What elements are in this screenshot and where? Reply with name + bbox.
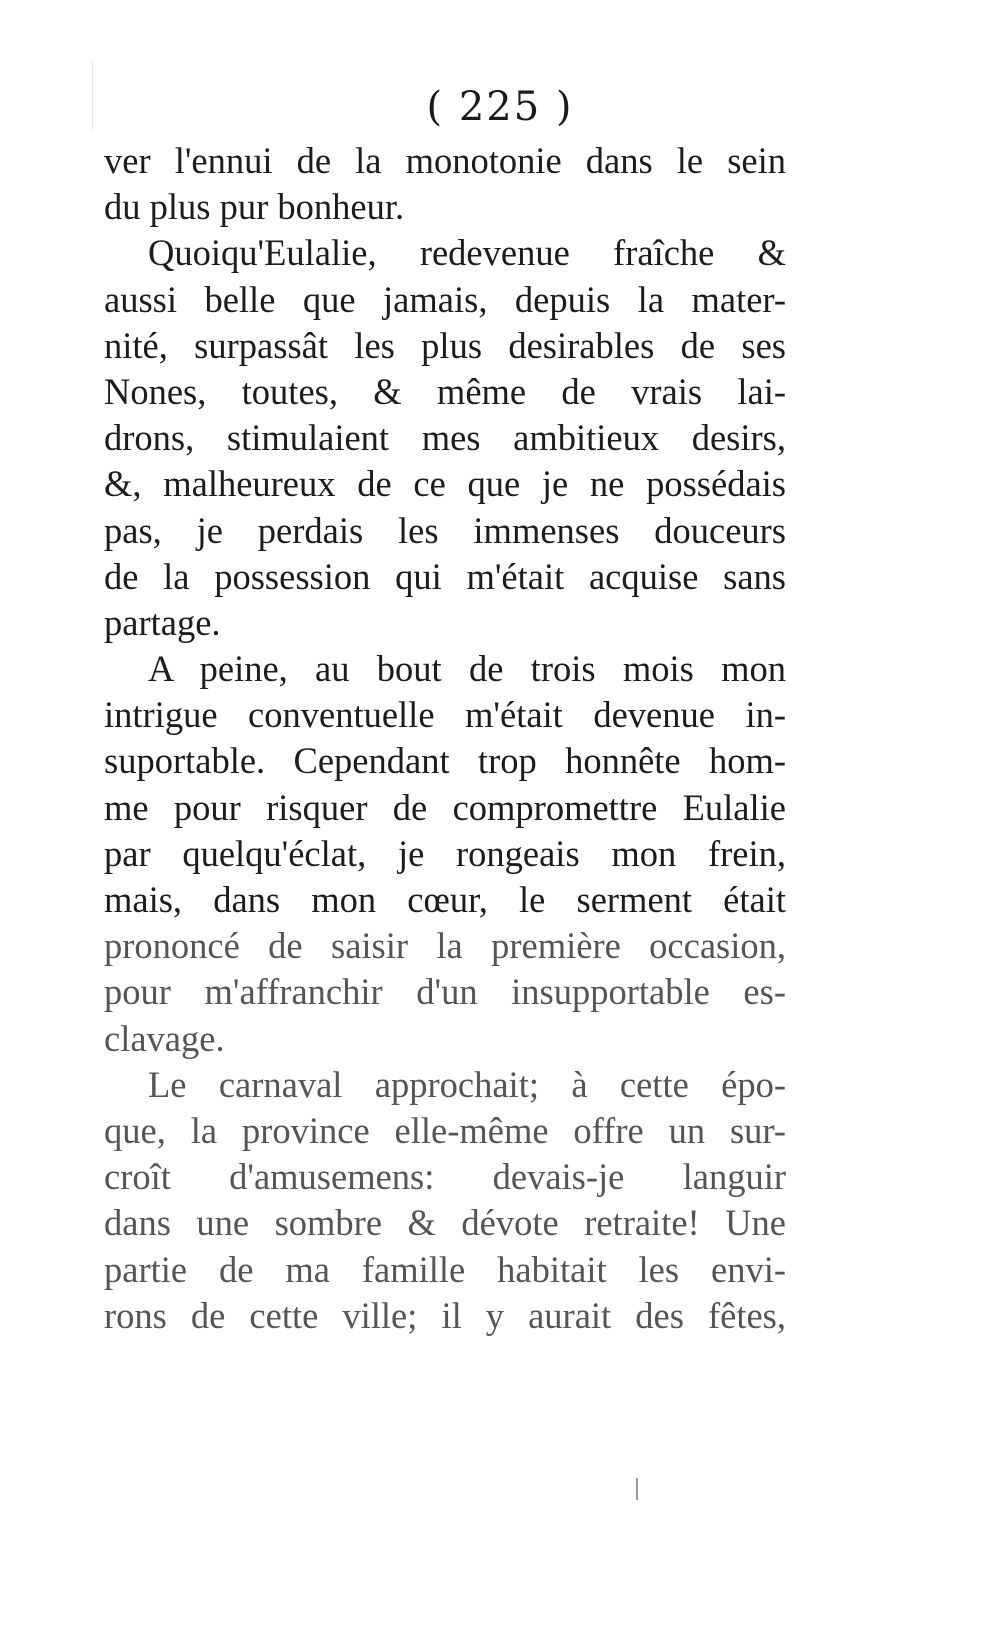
text-line: croît d'amusemens: devais-je languir (104, 1156, 786, 1198)
text-line: &, malheureux de ce que je ne possédais (104, 463, 786, 505)
text-line: Le carnaval approchait; à cette épo- (148, 1063, 786, 1105)
text-line: prononcé de saisir la première occasion, (104, 925, 786, 967)
text-line: pas, je perdais les immenses douceurs (104, 509, 786, 551)
text-line: Nones, toutes, & même de vrais lai- (104, 370, 786, 412)
text-line: nité, surpassât les plus desirables de ses (104, 324, 786, 366)
page-number: ( 225 ) (426, 84, 574, 130)
text-line: de la possession qui m'était acquise sans (104, 555, 786, 597)
text-line: drons, stimulaient mes ambitieux desirs, (104, 417, 786, 459)
ink-speck (636, 1478, 638, 1500)
text-line: intrigue conventuelle m'était devenue in- (104, 694, 786, 736)
text-line: A peine, au bout de trois mois mon (148, 648, 786, 690)
body-text (104, 138, 786, 1339)
text-line: pour m'affranchir d'un insupportable es- (104, 971, 786, 1013)
text-line: ver l'ennui de la monotonie dans le sein (104, 140, 786, 181)
text-line: mais, dans mon cœur, le serment était (104, 879, 786, 920)
text-line: Quoiqu'Eulalie, redevenue fraîche & (148, 232, 786, 274)
text-line: aussi belle que jamais, depuis la mater- (104, 278, 786, 320)
text-line: clavage. (104, 1017, 225, 1059)
text-line: partage. (104, 601, 221, 643)
text-line: me pour risquer de compromettre Eulalie (104, 786, 786, 828)
text-line: rons de cette ville; il y aurait des fêtes, (104, 1294, 786, 1336)
text-line: suportable. Cependant trop honnête hom- (104, 740, 786, 782)
text-line: que, la province elle-même offre un sur- (104, 1109, 786, 1151)
text-line: par quelqu'éclat, je rongeais mon frein, (104, 832, 786, 874)
text-line: du plus pur bonheur. (104, 186, 405, 228)
text-line: partie de ma famille habitait les envi- (104, 1248, 786, 1290)
text-line: dans une sombre & dévote retraite! Une (104, 1202, 786, 1244)
